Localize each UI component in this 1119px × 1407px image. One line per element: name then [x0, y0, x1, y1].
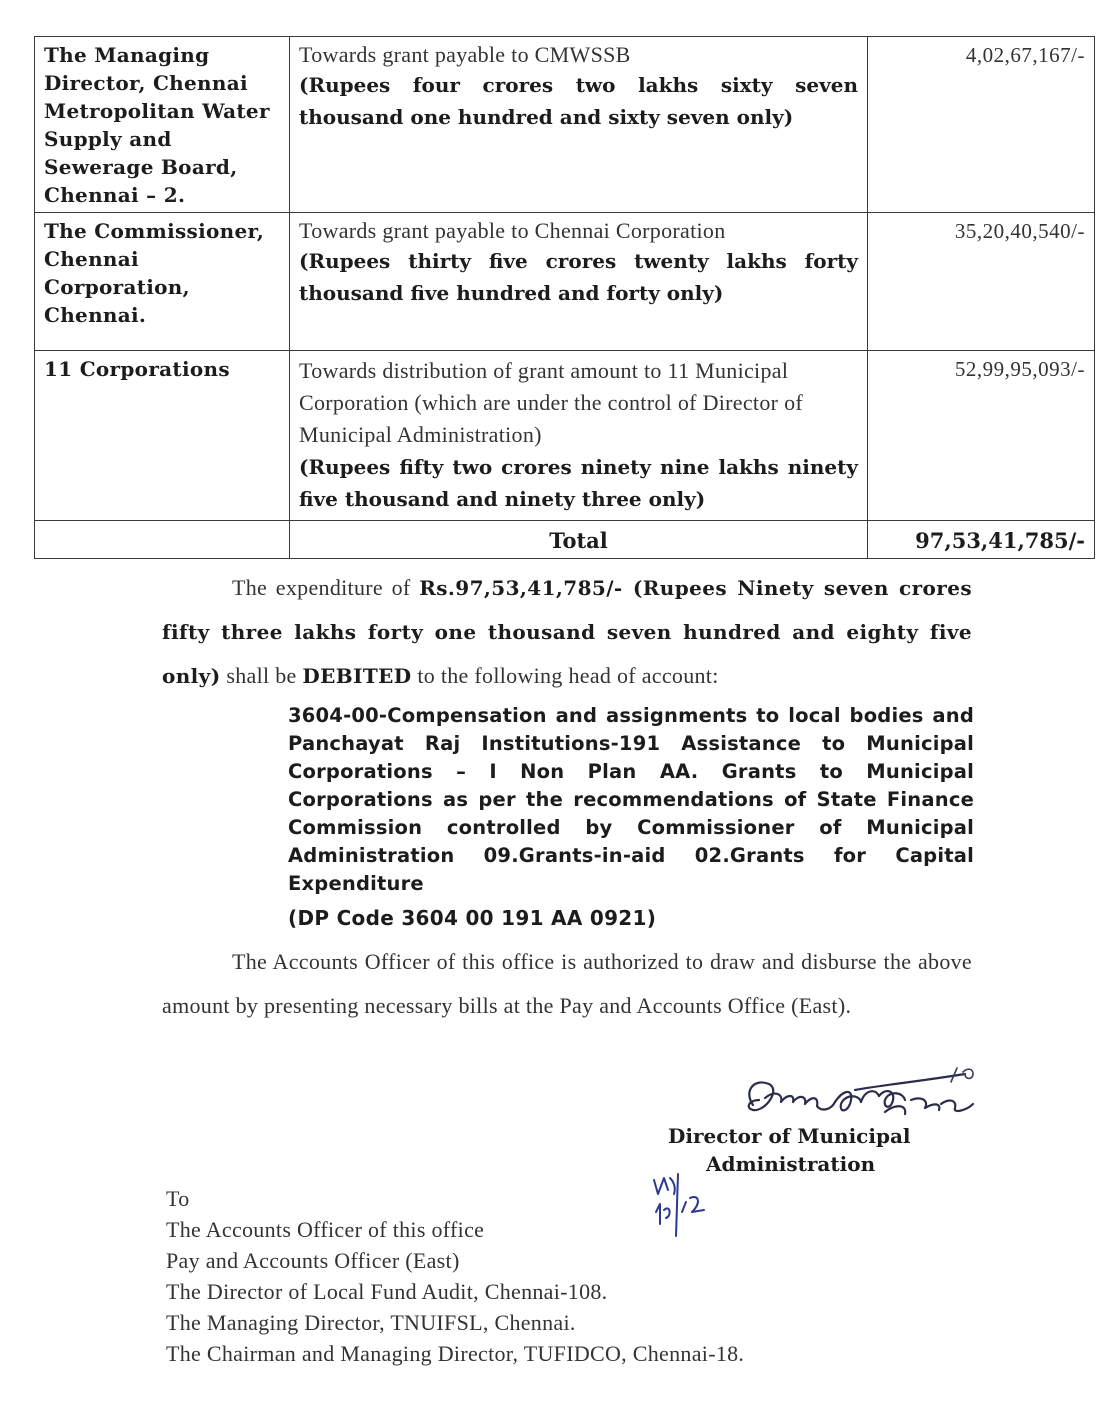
total-empty-cell: [35, 521, 290, 559]
total-amount: 97,53,41,785/-: [868, 521, 1095, 559]
grant-purpose: Towards grant payable to Chennai Corporation: [299, 218, 726, 243]
recipient-cell: [35, 213, 290, 351]
total-label: Total: [290, 521, 868, 559]
grant-purpose: Towards distribution of grant amount to 11 Municipal Corporation (which are under the control of Director of Municipal Administration): [299, 358, 803, 447]
purpose-cell: [290, 351, 868, 521]
addressee-line: The Accounts Officer of this office: [166, 1217, 485, 1242]
grants-table: [34, 36, 1095, 559]
amount-cell: [868, 37, 1095, 213]
to-label: To: [166, 1186, 190, 1211]
table-row: [35, 351, 1095, 521]
grant-purpose: Towards grant payable to CMWSSB: [299, 42, 631, 67]
grant-amount: 35,20,40,540/-: [954, 219, 1085, 243]
recipient-name: The Managing Director, Chennai Metropolitan Water Supply and Sewerage Board, Chennai – 2.: [44, 43, 270, 207]
recipient-name: 11 Corporations: [44, 357, 230, 381]
recipient-name: The Commissioner, Chennai Corporation, Chennai.: [44, 219, 265, 327]
expenditure-middle: shall be: [220, 663, 303, 688]
dp-code: (DP Code 3604 00 191 AA 0921): [288, 906, 657, 930]
authorization-paragraph: The Accounts Officer of this office is authorized to draw and disburse the above amount by presenting necessary bills at the Pay and Accounts Office (East).: [162, 949, 972, 1018]
head-of-account: 3604-00-Compensation and assignments to local bodies and Panchayat Raj Institutions-191 Assistance to Municipal Corporations – I Non Plan AA. Grants to Municipal Corporations as per the recommendations of State Finance Commission controlled by Commissioner of Municipal Administration 09.Grants-in-aid 02.Grants for Capital Expenditure: [288, 704, 974, 895]
grant-amount: 52,99,95,093/-: [954, 357, 1085, 381]
purpose-cell: [290, 213, 868, 351]
designation-line-2: Administration: [706, 1152, 876, 1176]
total-row: [35, 521, 1095, 559]
amount-cell: [868, 351, 1095, 521]
addressee-line: The Managing Director, TNUIFSL, Chennai.: [166, 1310, 576, 1335]
amount-in-words: (Rupees four crores two lakhs sixty seven thousand one hundred and sixty seven only): [299, 73, 858, 129]
amount-in-words: (Rupees thirty five crores twenty lakhs forty thousand five hundred and forty only): [299, 249, 858, 305]
grant-amount: 4,02,67,167/-: [965, 43, 1085, 67]
purpose-cell: [290, 37, 868, 213]
addressee-line: Pay and Accounts Officer (East): [166, 1248, 460, 1273]
designation-line-1: Director of Municipal: [668, 1124, 911, 1148]
recipient-cell: [35, 37, 290, 213]
copy-to-block: [166, 1183, 926, 1369]
addressee-line: The Chairman and Managing Director, TUFIDCO, Chennai-18.: [166, 1341, 745, 1366]
table-row: [35, 37, 1095, 213]
expenditure-amount: Rs.97,53,41,785/- (Rupees Ninety seven crores fifty three lakhs forty one thousand seven hundred and eighty five only): [162, 576, 973, 688]
debited-keyword: DEBITED: [302, 664, 412, 688]
amount-cell: [868, 213, 1095, 351]
recipient-cell: [35, 351, 290, 521]
expenditure-paragraph: [162, 566, 972, 698]
table-row: [35, 213, 1095, 351]
amount-in-words: (Rupees fifty two crores ninety nine lakhs ninety five thousand and ninety three only): [299, 455, 858, 511]
expenditure-end: to the following head of account:: [411, 663, 719, 688]
expenditure-intro: The expenditure of: [232, 575, 420, 600]
addressee-line: The Director of Local Fund Audit, Chennai-108.: [166, 1279, 608, 1304]
